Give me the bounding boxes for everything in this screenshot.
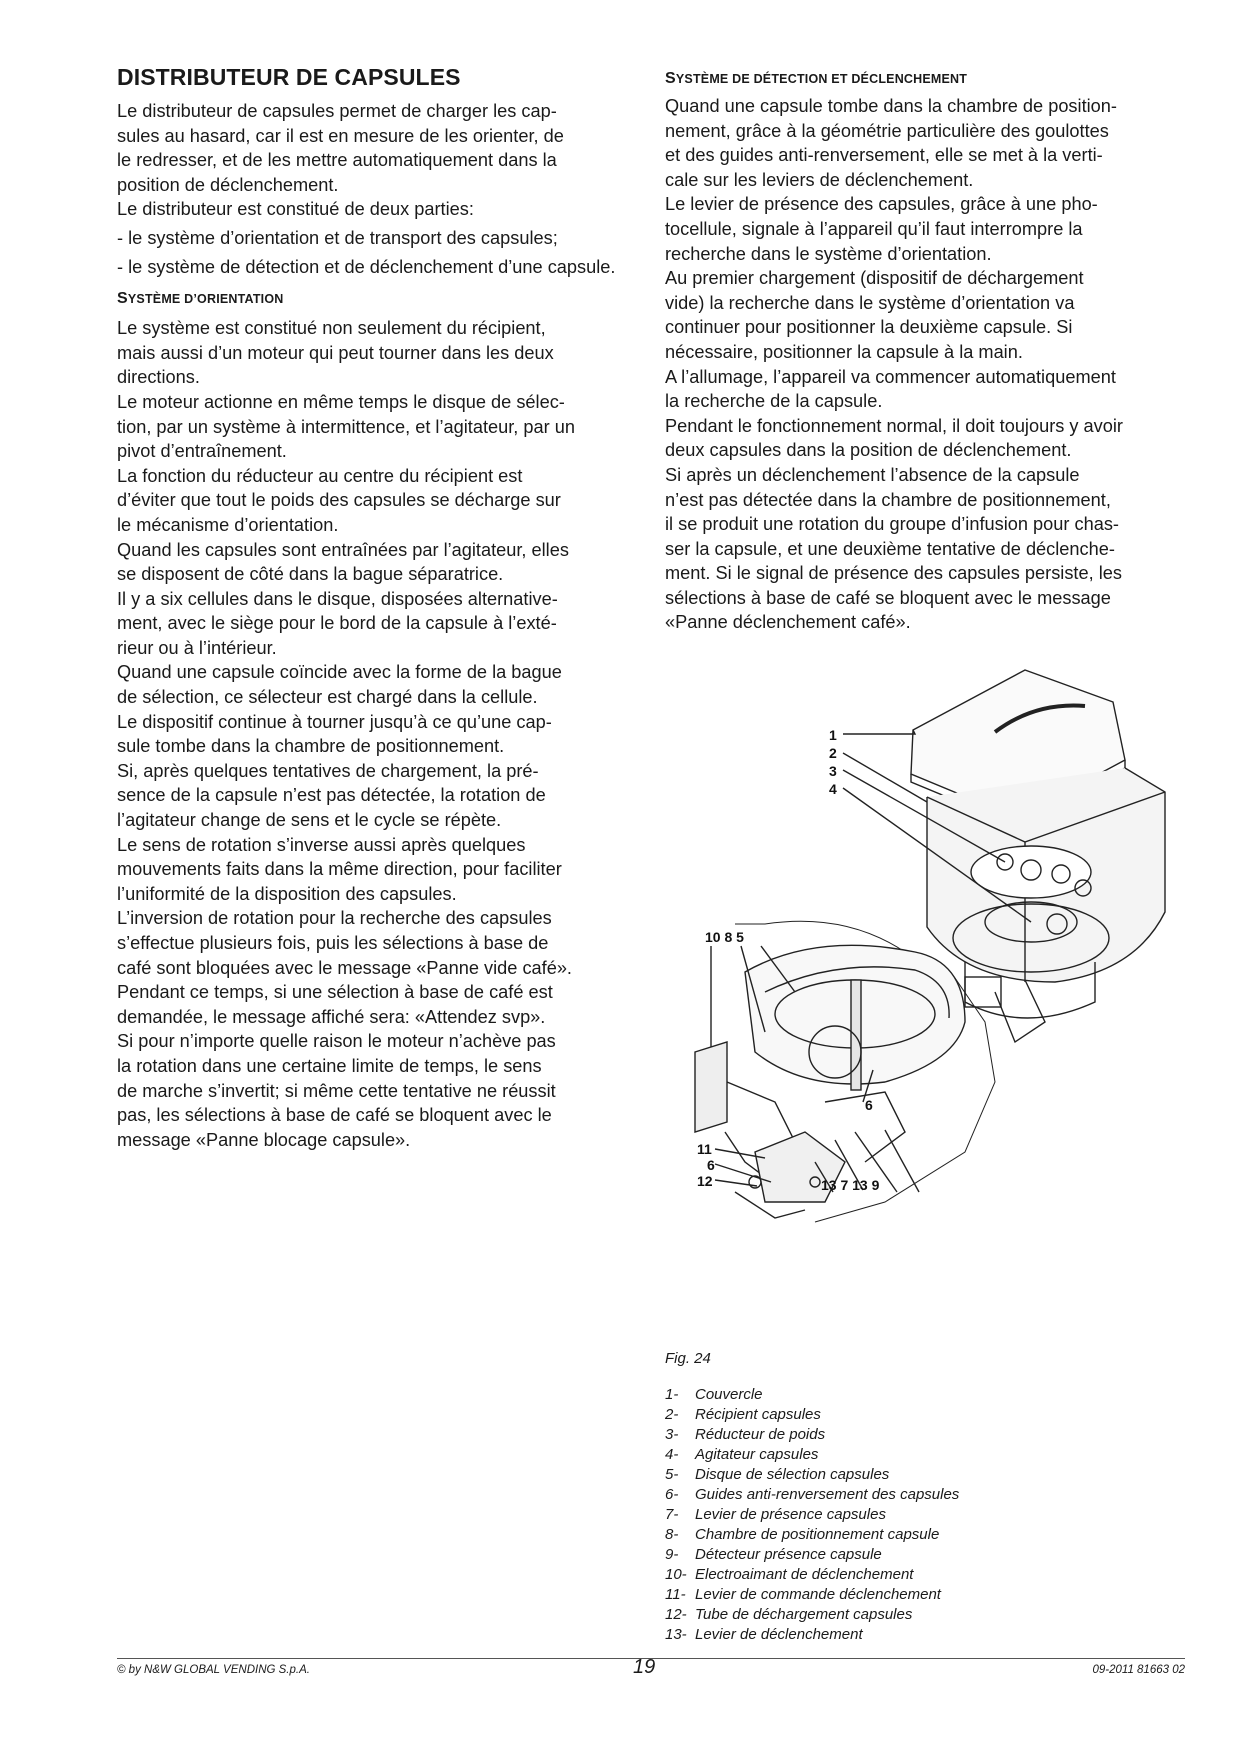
text-line: deux capsules dans la position de déclenchement.: [665, 440, 1072, 461]
callout-6-upper: 6: [865, 1097, 873, 1113]
text-line: n’est pas détectée dans la chambre de positionnement,: [665, 489, 1111, 510]
detection-text: [665, 94, 1185, 635]
text-line: pas, les sélections à base de café se bloquent avec le: [117, 1105, 552, 1126]
callout-11: 11: [697, 1141, 712, 1157]
legend-item: 2- Récipient capsules: [665, 1406, 821, 1423]
left-column: [117, 60, 637, 1152]
text-line: le redresser, et de les mettre automatiquement dans la: [117, 150, 557, 171]
text-line: continuer pour positionner la deuxième capsule. Si: [665, 317, 1073, 338]
text-line: recherche dans le système d’orientation.: [665, 243, 992, 264]
text-line: de sélection, ce sélecteur est chargé dans la cellule.: [117, 687, 538, 708]
text-line: Le dispositif continue à tourner jusqu’à ce qu’une cap-: [117, 711, 552, 732]
text-line: pivot d’entraînement.: [117, 441, 287, 462]
text-line: Le moteur actionne en même temps le disque de sélec-: [117, 391, 565, 412]
footer-docref: 09-2011 81663 02: [1092, 1664, 1185, 1676]
text-line: ment, avec le siège pour le bord de la capsule à l’exté-: [117, 613, 557, 634]
text-line: directions.: [117, 367, 200, 388]
text-line: Si pour n’importe quelle raison le moteur n’achève pas: [117, 1031, 556, 1052]
text-line: mouvements faits dans la même direction, pour faciliter: [117, 859, 562, 880]
legend-item: 6- Guides anti-renversement des capsules: [665, 1486, 960, 1503]
text-line: vide) la recherche dans le système d’orientation va: [665, 292, 1075, 313]
text-line: mais aussi d’un moteur qui peut tourner dans les deux: [117, 342, 554, 363]
text-line: nécessaire, positionner la capsule à la main.: [665, 341, 1023, 362]
text-line: «Panne déclenchement café».: [665, 612, 911, 633]
text-line: Si après un déclenchement l’absence de la capsule: [665, 464, 1080, 485]
text-line: Pendant le fonctionnement normal, il doit toujours y avoir: [665, 415, 1123, 436]
callout-1: 1: [829, 727, 837, 743]
text-line: sence de la capsule n’est pas détectée, la rotation de: [117, 785, 546, 806]
text-line: tion, par un système à intermittence, et l’agitateur, par un: [117, 416, 575, 437]
capsule-dispenser-illustration: [665, 662, 1185, 1332]
text-line: se disposent de côté dans la bague séparatrice.: [117, 564, 504, 585]
text-line: Le système est constitué non seulement du récipient,: [117, 318, 546, 339]
text-line: et des guides anti-renversement, elle se met à la verti-: [665, 145, 1103, 166]
legend-item: 5- Disque de sélection capsules: [665, 1466, 890, 1483]
legend-item: 13- Levier de déclenchement: [665, 1626, 863, 1643]
intro-text: [117, 99, 637, 222]
legend-item: 9- Détecteur présence capsule: [665, 1546, 882, 1563]
text-line: de marche s’invertit; si même cette tentative ne réussit: [117, 1080, 556, 1101]
text-line: il se produit une rotation du groupe d’infusion pour chas-: [665, 514, 1119, 535]
legend-item: 8- Chambre de positionnement capsule: [665, 1526, 940, 1543]
text-line: Au premier chargement (dispositif de déchargement: [665, 268, 1084, 289]
page-number: 19: [633, 1656, 656, 1678]
text-line: demandée, le message affiché sera: «Attendez svp».: [117, 1006, 546, 1027]
text-line: cale sur les leviers de déclenchement.: [665, 169, 974, 190]
text-line: l’uniformité de la disposition des capsules.: [117, 883, 457, 904]
section-title: DISTRIBUTEUR DE CAPSULES: [117, 64, 461, 90]
subheading-detection: SYSTÈME DE DÉTECTION ET DÉCLENCHEMENT: [665, 70, 968, 87]
subheading-orientation: SYSTÈME D’ORIENTATION: [117, 290, 284, 308]
figure-legend: [665, 1385, 1185, 1645]
text-line: l’agitateur change de sens et le cycle se répète.: [117, 810, 502, 831]
callout-4: 4: [829, 781, 837, 797]
text-line: s’effectue plusieurs fois, puis les sélections à base de: [117, 933, 549, 953]
callout-2: 2: [829, 745, 837, 761]
text-line: message «Panne blocage capsule».: [117, 1129, 411, 1150]
text-line: sules au hasard, car il est en mesure de les orienter, de: [117, 125, 564, 146]
legend-item: 11- Levier de commande déclenchement: [665, 1586, 941, 1603]
legend-item: 4- Agitateur capsules: [665, 1446, 819, 1463]
text-line: tocellule, signale à l’appareil qu’il faut interrompre la: [665, 218, 1083, 239]
text-line: Quand une capsule coïncide avec la forme de la bague: [117, 662, 562, 683]
text-line: la rotation dans une certaine limite de temps, le sens: [117, 1055, 542, 1076]
callout-6-lower: 6: [707, 1157, 715, 1173]
text-line: sélections à base de café se bloquent avec le message: [665, 587, 1111, 608]
text-line: position de déclenchement.: [117, 174, 339, 195]
text-line: ment. Si le signal de présence des capsules persiste, les: [665, 563, 1122, 584]
orientation-text: [117, 316, 637, 1152]
text-line: Le distributeur est constitué de deux parties:: [117, 199, 474, 220]
legend-item: 12- Tube de déchargement capsules: [665, 1606, 913, 1623]
text-line: Le sens de rotation s’inverse aussi après quelques: [117, 834, 526, 855]
legend-item: 10- Electroaimant de déclenchement: [665, 1566, 914, 1583]
legend-item: 3- Réducteur de poids: [665, 1426, 826, 1443]
text-line: d’éviter que tout le poids des capsules se décharge sur: [117, 490, 561, 511]
right-column: [665, 60, 1185, 635]
callout-3: 3: [829, 763, 837, 779]
text-line: la recherche de la capsule.: [665, 391, 883, 412]
text-line: Il y a six cellules dans le disque, disposées alternative-: [117, 588, 558, 609]
legend-item: 1- Couvercle: [665, 1386, 763, 1403]
legend-item: 7- Levier de présence capsules: [665, 1506, 886, 1523]
text-line: L’inversion de rotation pour la recherche des capsules: [117, 908, 552, 929]
text-line: café sont bloquées avec le message «Panne vide café».: [117, 957, 572, 978]
callout-10-8-5: 10 8 5: [705, 929, 744, 945]
text-line: nement, grâce à la géométrie particulière des goulottes: [665, 120, 1109, 141]
callout-13-7-13-9: 13 7 13 9: [821, 1177, 880, 1193]
footer-copyright: © by N&W GLOBAL VENDING S.p.A.: [117, 1664, 310, 1676]
text-line: Pendant ce temps, si une sélection à base de café est: [117, 982, 553, 1003]
text-line: A l’allumage, l’appareil va commencer automatiquement: [665, 366, 1116, 387]
text-line: le mécanisme d’orientation.: [117, 514, 339, 535]
list-item: - le système d’orientation et de transport des capsules;: [117, 227, 558, 248]
callout-12: 12: [697, 1173, 713, 1189]
weight-reducer-drawing: [971, 846, 1091, 898]
solenoid-drawing: [695, 1042, 727, 1132]
text-line: sule tombe dans la chambre de positionnement.: [117, 736, 505, 757]
text-line: rieur ou à l’intérieur.: [117, 637, 277, 658]
text-line: ser la capsule, et une deuxième tentative de déclenche-: [665, 538, 1115, 559]
dispenser-drawing: [665, 662, 1185, 1332]
text-line: Quand une capsule tombe dans la chambre de position-: [665, 96, 1117, 116]
list-item: - le système de détection et de déclenchement d’une capsule.: [117, 256, 616, 277]
text-line: Le distributeur de capsules permet de charger les cap-: [117, 101, 557, 121]
figure-caption: Fig. 24: [665, 1350, 711, 1367]
text-line: Si, après quelques tentatives de chargement, la pré-: [117, 760, 539, 781]
text-line: La fonction du réducteur au centre du récipient est: [117, 465, 523, 486]
text-line: Quand les capsules sont entraînées par l’agitateur, elles: [117, 539, 569, 560]
text-line: Le levier de présence des capsules, grâce à une pho-: [665, 194, 1098, 215]
